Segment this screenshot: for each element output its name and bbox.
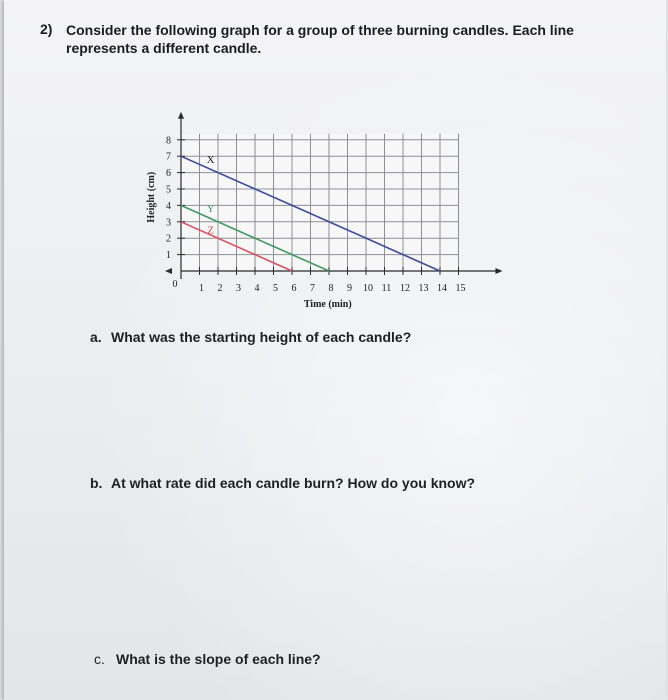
x-tick-label: 14 <box>437 283 447 294</box>
y-tick-label: 5 <box>166 184 171 196</box>
worksheet-page <box>4 0 666 700</box>
x-tick-label: 8 <box>328 283 334 294</box>
x-tick-label: 9 <box>347 283 352 294</box>
x-tick-label: 6 <box>291 283 297 294</box>
x-tick-label: 11 <box>381 283 392 294</box>
x-tick-label: 15 <box>455 283 466 294</box>
plot-area <box>181 134 459 271</box>
x-axis-arrow-right <box>496 268 503 274</box>
part-b-label: b. <box>90 475 103 491</box>
origin-label: 0 <box>172 279 178 290</box>
x-tick-label: 12 <box>400 283 410 294</box>
part-c-question: What is the slope of each line? <box>116 651 321 667</box>
x-tick-label: 13 <box>418 283 429 294</box>
y-tick-label: 1 <box>166 250 171 262</box>
line-label-z: Z <box>207 224 214 237</box>
y-tick-label: 4 <box>166 200 171 212</box>
y-tick-label: 2 <box>166 233 171 245</box>
x-tick-label: 2 <box>217 283 223 294</box>
y-tick-label: 7 <box>166 151 171 163</box>
x-tick-label: 7 <box>310 283 315 294</box>
line-label-x: X <box>206 153 215 166</box>
y-axis-arrow-up <box>178 112 184 119</box>
x-tick-label: 5 <box>273 283 278 294</box>
question-prompt: Consider the following graph for a group of three burning candles. Each line represents a different candle. <box>66 22 574 56</box>
part-a-label: a. <box>90 329 102 345</box>
x-tick-label: 1 <box>199 283 204 294</box>
x-tick-label: 10 <box>363 283 373 294</box>
y-tick-label: 3 <box>166 217 171 229</box>
y-tick-label: 6 <box>166 168 171 180</box>
part-b-question: At what rate did each candle burn? How do you know? <box>111 475 476 491</box>
candle-height-chart <box>4 0 666 330</box>
part-c-label: c. <box>94 651 105 667</box>
x-tick-label: 4 <box>254 283 260 294</box>
x-axis-title: Time (min) <box>303 299 352 310</box>
part-a-question: What was the starting height of each candle? <box>111 329 412 345</box>
line-label-y: Y <box>206 202 215 215</box>
question-number: 2) <box>40 21 53 37</box>
y-tick-label: 8 <box>166 135 171 147</box>
y-axis-title: Height (cm) <box>146 171 157 223</box>
x-axis-arrow-left <box>165 268 172 274</box>
x-tick-label: 3 <box>236 283 241 294</box>
